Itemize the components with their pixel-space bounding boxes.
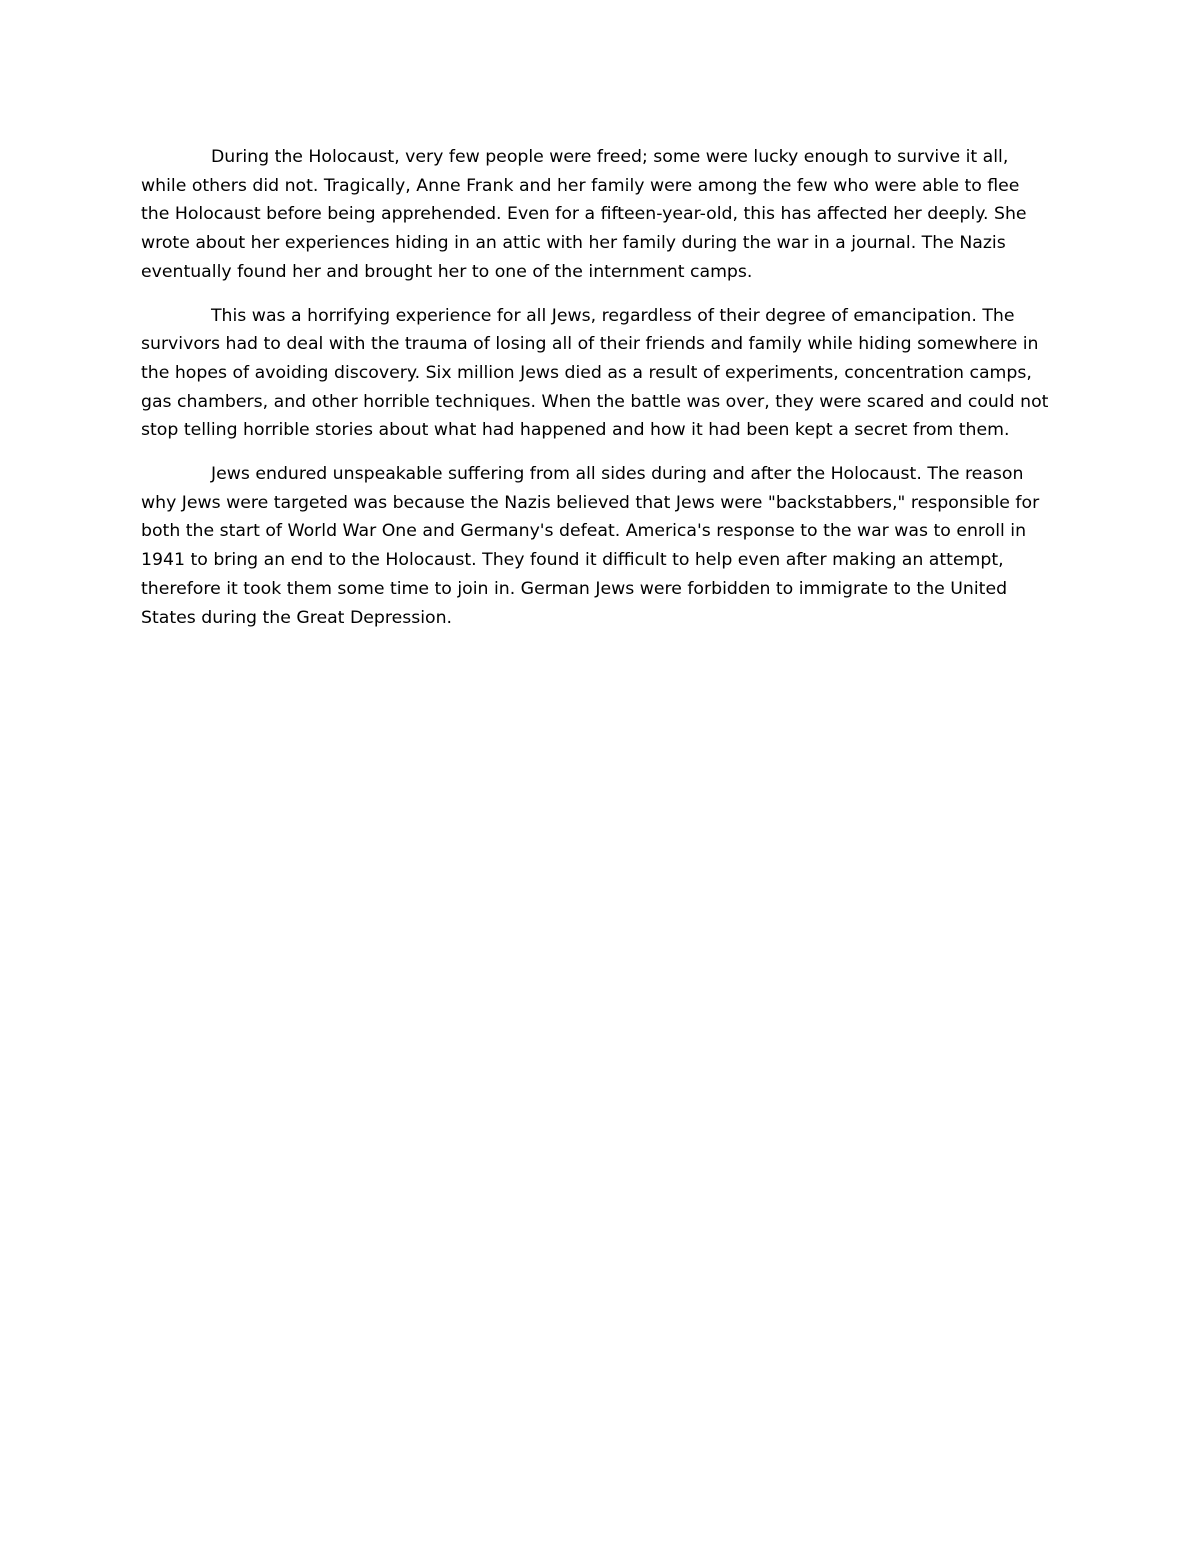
paragraph-2-line-2: survivors had to deal with the trauma of losing all of their friends and family while hiding somewhere in: [141, 334, 1039, 355]
paragraph-1-line-3: the Holocaust before being apprehended. Even for a fifteen-year-old, this has affected her deeply. She: [141, 204, 1027, 225]
paragraph-3-line-1: Jews endured unspeakable suffering from all sides during and after the Holocaust. The reason: [211, 464, 1024, 485]
paragraph-1: [141, 143, 1056, 287]
paragraph-3: [141, 460, 1056, 632]
paragraph-1-line-1: During the Holocaust, very few people were freed; some were lucky enough to survive it all,: [211, 147, 1009, 167]
paragraph-3-line-4: 1941 to bring an end to the Holocaust. They found it difficult to help even after making an attempt,: [141, 550, 1004, 571]
paragraph-3-line-5: therefore it took them some time to join in. German Jews were forbidden to immigrate to the United: [141, 578, 1008, 599]
paragraph-2: [141, 302, 1056, 446]
paragraph-3-line-6: States during the Great Depression.: [141, 607, 453, 628]
paragraph-2-line-4: gas chambers, and other horrible techniques. When the battle was over, they were scared and could not: [141, 391, 1049, 412]
paragraph-2-line-1: This was a horrifying experience for all Jews, regardless of their degree of emancipation. The: [211, 305, 1015, 326]
paragraph-2-line-5: stop telling horrible stories about what had happened and how it had been kept a secret from them.: [141, 420, 1010, 441]
paragraph-1-line-2: while others did not. Tragically, Anne Frank and her family were among the few who were able to flee: [141, 175, 1020, 196]
paragraph-1-line-4: wrote about her experiences hiding in an attic with her family during the war in a journal. The Nazis: [141, 233, 1006, 254]
document-body: [141, 143, 1056, 647]
paragraph-2-line-3: the hopes of avoiding discovery. Six million Jews died as a result of experiments, concentration camps,: [141, 362, 1032, 383]
paragraph-1-line-5: eventually found her and brought her to one of the internment camps.: [141, 261, 753, 282]
paragraph-3-line-2: why Jews were targeted was because the Nazis believed that Jews were "backstabbers," responsible for: [141, 492, 1040, 513]
paragraph-3-line-3: both the start of World War One and Germany's defeat. America's response to the war was to enroll in: [141, 521, 1027, 542]
